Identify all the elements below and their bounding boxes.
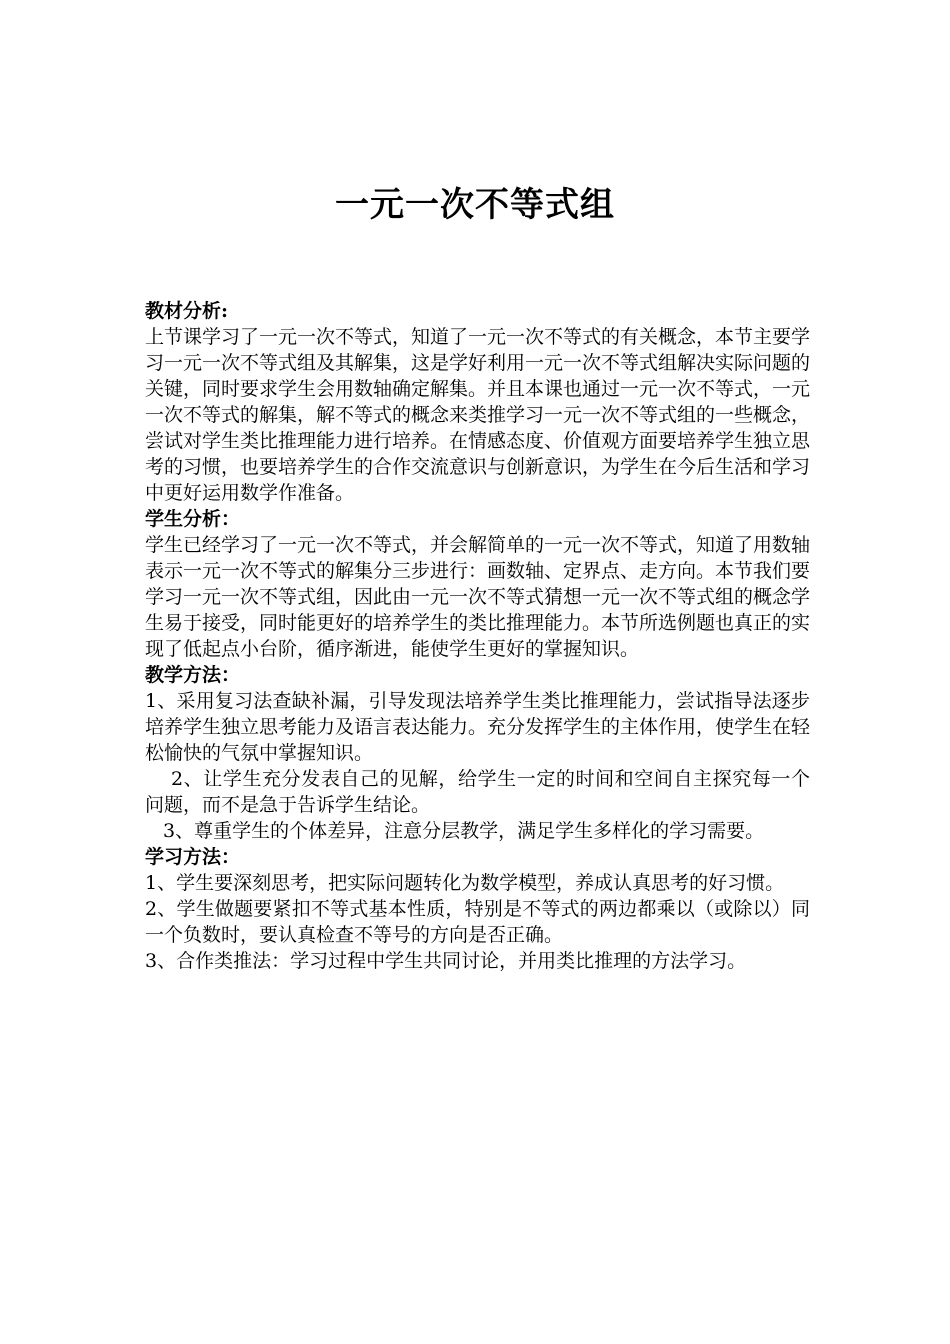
- section-student-analysis: [145, 506, 810, 662]
- document-body: [145, 298, 810, 974]
- section-heading: 教材分析:: [145, 300, 229, 322]
- paragraph: 上节课学习了一元一次不等式，知道了一元一次不等式的有关概念，本节主要学习一元一次不等式组及其解集，这是学好利用一元一次不等式组解决实际问题的关键，同时要求学生会用数轴确定解集。并且本课也通过一元一次不等式，一元一次不等式的解集，解不等式的概念来类推学习一元一次不等式组的一些概念，尝试对学生类比推理能力进行培养。在情感态度、价值观方面要培养学生独立思考的习惯，也要培养学生的合作交流意识与创新意识，为学生在今后生活和学习中更好运用数学作准备。: [145, 326, 811, 504]
- section-heading: 学生分析：: [145, 508, 241, 530]
- paragraph: 学生已经学习了一元一次不等式，并会解简单的一元一次不等式，知道了用数轴表示一元一次不等式的解集分三步进行：画数轴、定界点、走方向。本节我们要学习一元一次不等式组，因此由一元一次不等式猜想一元一次不等式组的概念学生易于接受，同时能更好的培养学生的类比推理能力。本节所选例题也真正的实现了低起点小台阶，循序渐进，能使学生更好的掌握知识。: [145, 534, 811, 660]
- paragraph: 1、学生要深刻思考，把实际问题转化为数学模型，养成认真思考的好习惯。: [145, 872, 785, 894]
- paragraph: 2、让学生充分发表自己的见解，给学生一定的时间和空间自主探究每一个问题，而不是急于告诉学生结论。: [145, 768, 810, 816]
- paragraph: 1、采用复习法查缺补漏，引导发现法培养学生类比推理能力，尝试指导法逐步培养学生独立思考能力及语言表达能力。充分发挥学生的主体作用，使学生在轻松愉快的气氛中掌握知识。: [145, 690, 811, 764]
- section-textbook-analysis: [145, 298, 810, 506]
- section-learning-methods: [145, 844, 810, 974]
- paragraph: 3、合作类推法：学习过程中学生共同讨论，并用类比推理的方法学习。: [145, 950, 747, 972]
- section-heading: 教学方法：: [145, 664, 241, 686]
- paragraph: 2、学生做题要紧扣不等式基本性质，特别是不等式的两边都乘以（或除以）同一个负数时，要认真检查不等号的方向是否正确。: [145, 898, 810, 946]
- section-teaching-methods: [145, 662, 810, 844]
- paragraph: 3、尊重学生的个体差异，注意分层教学，满足学生多样化的学习需要。: [163, 820, 765, 842]
- section-heading: 学习方法：: [145, 846, 241, 868]
- document-title: 一元一次不等式组: [335, 185, 615, 225]
